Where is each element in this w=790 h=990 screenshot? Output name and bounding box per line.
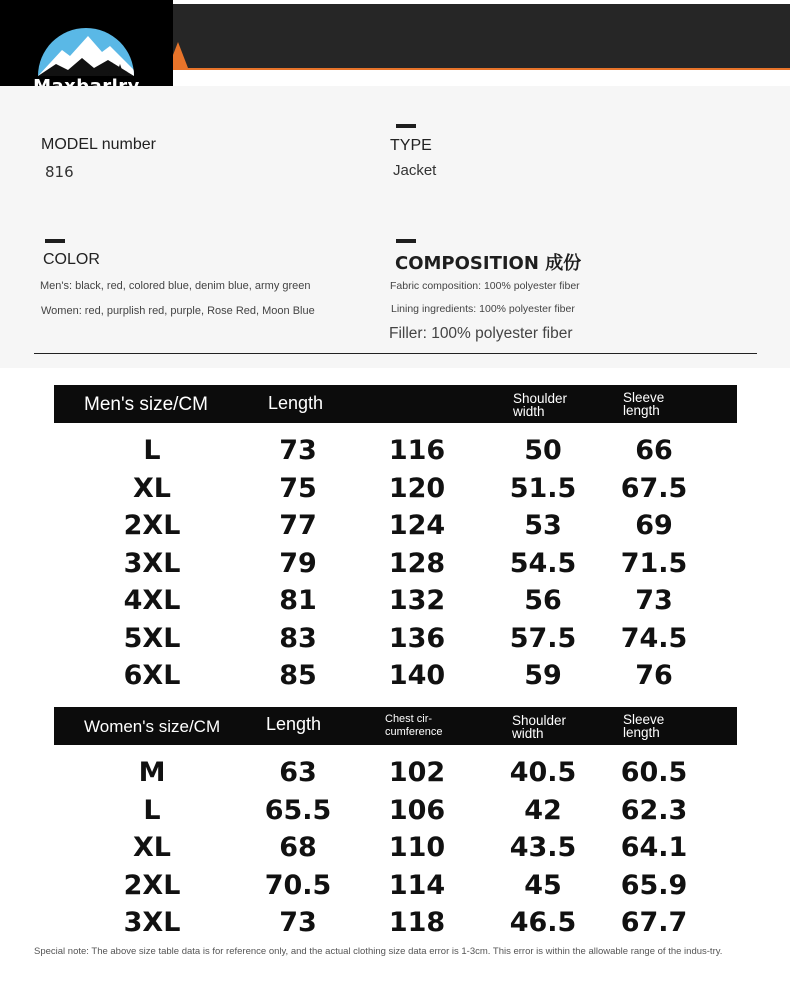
size-cell: L	[143, 435, 161, 466]
measure-cell: 132	[388, 585, 446, 616]
type-label: TYPE	[390, 137, 432, 154]
measure-cell: 54.5	[509, 547, 577, 579]
men-length-header: Length	[268, 393, 324, 413]
measure-cell: 73	[635, 585, 673, 616]
women-shoulder-header: Shoulder width	[512, 713, 567, 741]
measure-cell: 63	[279, 757, 317, 788]
women-length-header: Length	[266, 714, 322, 734]
composition-label: COMPOSITION 成份	[395, 253, 582, 274]
measure-cell: 77	[279, 510, 317, 541]
measure-cell: 74.5	[620, 622, 688, 654]
table-row	[0, 473, 790, 510]
measure-cell: 53	[524, 510, 562, 541]
measure-cell: 69	[635, 510, 673, 541]
measure-cell: 59	[524, 660, 562, 691]
measure-cell: 79	[279, 547, 317, 579]
mountain-icon	[38, 24, 134, 76]
table-row	[0, 435, 790, 472]
measure-cell: 40.5	[509, 757, 577, 788]
men-table-header	[54, 385, 737, 423]
color-label: COLOR	[43, 251, 100, 268]
measure-cell: 43.5	[509, 832, 577, 863]
measure-cell: 124	[388, 510, 446, 541]
fabric-composition: Fabric composition: 100% polyester fiber	[390, 280, 580, 292]
section-divider	[34, 353, 757, 354]
size-cell: XL	[132, 832, 172, 863]
measure-cell: 46.5	[509, 907, 577, 938]
table-row	[0, 585, 790, 622]
measure-cell: 67.7	[620, 907, 688, 938]
measure-cell: 81	[279, 585, 317, 616]
model-label: MODEL number	[41, 136, 156, 153]
filler: Filler: 100% polyester fiber	[389, 325, 573, 342]
measure-cell: 114	[388, 869, 446, 901]
size-cell: XL	[132, 472, 172, 504]
table-row	[0, 548, 790, 585]
type-dash	[396, 124, 416, 128]
measure-cell: 73	[279, 907, 317, 938]
measure-cell: 60.5	[620, 757, 688, 788]
size-cell: 4XL	[123, 585, 181, 616]
size-cell: 3XL	[123, 907, 181, 938]
measure-cell: 71.5	[620, 547, 688, 579]
measure-cell: 83	[279, 622, 317, 654]
measure-cell: 66	[635, 435, 673, 466]
measure-cell: 120	[388, 472, 446, 504]
size-cell: 2XL	[123, 869, 181, 901]
measure-cell: 110	[388, 832, 446, 863]
size-cell: 2XL	[123, 510, 181, 541]
women-size-header: Women's size/CM	[84, 717, 221, 736]
measure-cell: 102	[388, 757, 446, 788]
measure-cell: 67.5	[620, 472, 688, 504]
measure-cell: 70.5	[264, 869, 332, 901]
measure-cell: 45	[524, 869, 562, 901]
composition-dash	[396, 239, 416, 243]
table-row	[0, 757, 790, 794]
measure-cell: 140	[388, 660, 446, 691]
men-shoulder-header: Shoulder width	[513, 391, 568, 419]
measure-cell: 65.9	[620, 869, 688, 901]
measure-cell: 64.1	[620, 832, 688, 863]
table-row	[0, 907, 790, 944]
table-row	[0, 623, 790, 660]
size-cell: 5XL	[123, 622, 181, 654]
measure-cell: 136	[388, 622, 446, 654]
size-cell: M	[138, 757, 166, 788]
table-row	[0, 832, 790, 869]
size-cell: 3XL	[123, 547, 181, 579]
size-cell: 6XL	[123, 660, 181, 691]
table-row	[0, 870, 790, 907]
table-row	[0, 795, 790, 832]
table-row	[0, 660, 790, 697]
women-chest-header: Chest cir-cumference	[385, 713, 443, 738]
color-men: Men's: black, red, colored blue, denim blue, army green	[40, 280, 311, 292]
measure-cell: 118	[388, 907, 446, 938]
measure-cell: 50	[524, 435, 562, 466]
measure-cell: 65.5	[264, 794, 332, 826]
men-sleeve-header: Sleeve length	[623, 390, 665, 418]
type-value: Jacket	[393, 162, 437, 179]
special-note: Special note: The above size table data is for reference only, and the actual clothing size data error is 1-3cm. This error is within the allowable range of the indus-try.	[34, 946, 723, 957]
measure-cell: 76	[635, 660, 673, 691]
color-women: Women: red, purplish red, purple, Rose Red, Moon Blue	[41, 305, 315, 317]
measure-cell: 57.5	[509, 622, 577, 654]
measure-cell: 75	[279, 472, 317, 504]
measure-cell: 85	[279, 660, 317, 691]
table-row	[0, 510, 790, 547]
measure-cell: 116	[388, 435, 446, 466]
measure-cell: 62.3	[620, 794, 688, 826]
model-value: 816	[45, 163, 74, 181]
color-dash	[45, 239, 65, 243]
women-table-header	[54, 707, 737, 745]
measure-cell: 73	[279, 435, 317, 466]
measure-cell: 42	[524, 794, 562, 826]
women-sleeve-header: Sleeve length	[623, 712, 665, 740]
men-size-header: Men's size/CM	[84, 394, 208, 415]
measure-cell: 128	[388, 547, 446, 579]
lining-ingredients: Lining ingredients: 100% polyester fiber	[391, 303, 575, 315]
measure-cell: 68	[279, 832, 317, 863]
measure-cell: 56	[524, 585, 562, 616]
size-cell: L	[143, 794, 161, 826]
measure-cell: 51.5	[509, 472, 577, 504]
measure-cell: 106	[388, 794, 446, 826]
